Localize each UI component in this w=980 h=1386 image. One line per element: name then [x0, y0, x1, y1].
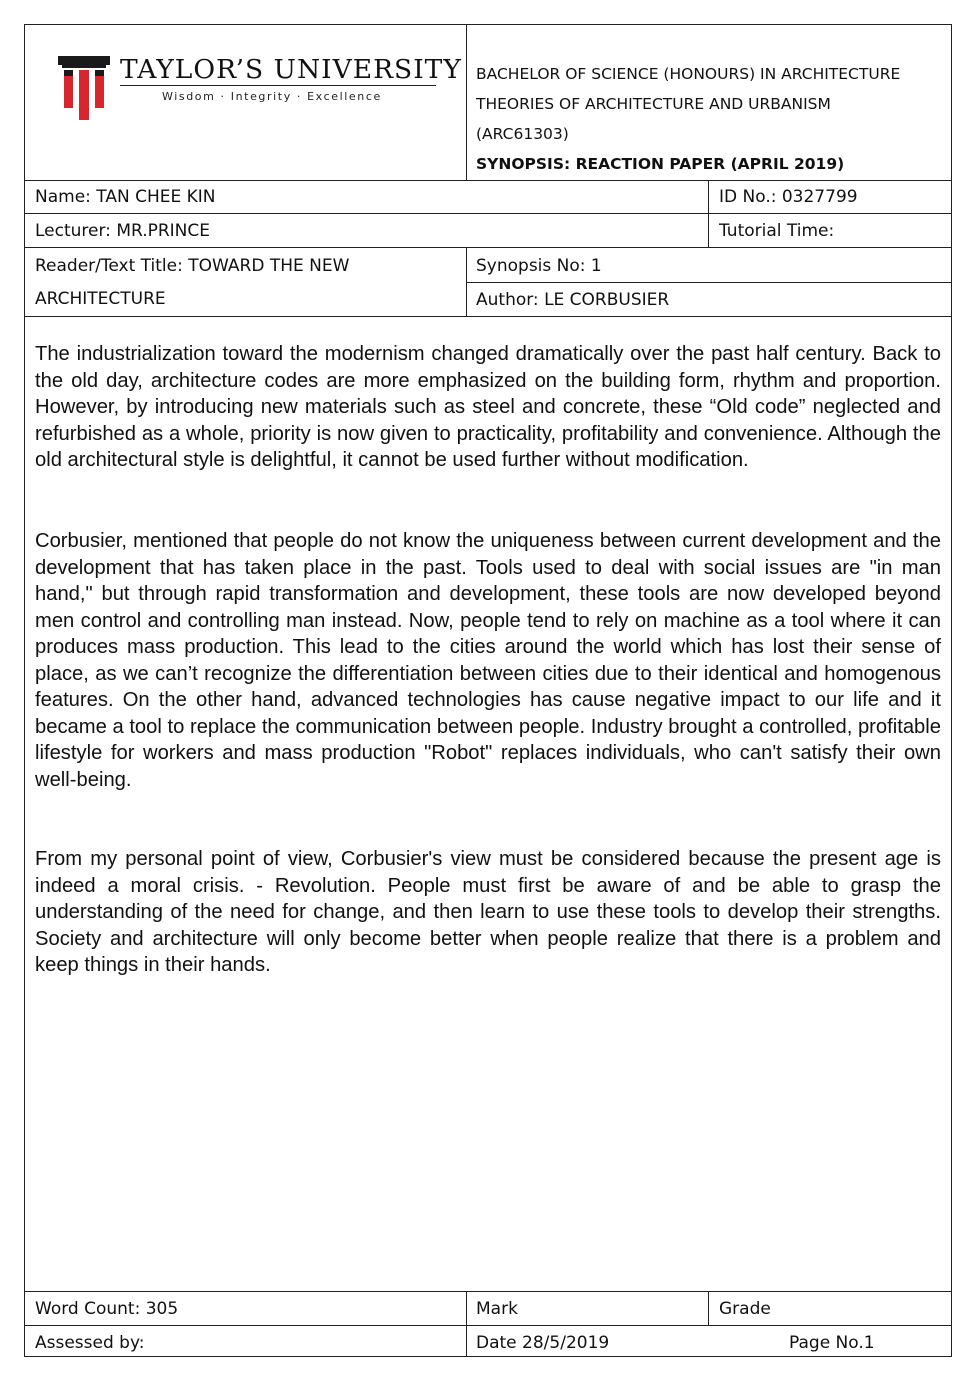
module-title: THEORIES OF ARCHITECTURE AND URBANISM [476, 95, 831, 113]
student-name: Name: TAN CHEE KIN [35, 187, 216, 207]
mark-label: Mark [476, 1299, 518, 1319]
body-paragraph: The industrialization toward the modernism changed dramatically over the past half century. Back to the old day, architecture codes are more emphasized on the building form, rhythm and proportion. However, by introducing new materials such as steel and concrete, these “Old code” neglected and refurbished as a whole, priority is now given to practicality, profitability and convenience. Although the old architectural style is delightful, it cannot be used further without modification. [35, 343, 941, 471]
date: Date 28/5/2019 [476, 1333, 610, 1353]
divider-body-top [24, 316, 952, 317]
student-id: ID No.: 0327799 [719, 187, 858, 207]
assessed-by: Assessed by: [35, 1333, 145, 1353]
divider-footer-row [24, 1325, 952, 1326]
university-crest-icon [58, 56, 110, 122]
synopsis-number: Synopsis No: 1 [476, 256, 602, 276]
divider-footer-vertical-1 [466, 1291, 467, 1357]
lecturer: Lecturer: MR.PRINCE [35, 221, 210, 241]
divider-title-vertical [466, 247, 467, 316]
divider-header-vertical [466, 24, 467, 180]
divider-body-bottom [24, 1291, 952, 1292]
text-title-line2: ARCHITECTURE [35, 289, 166, 309]
university-logo [58, 54, 462, 126]
divider-id-vertical [708, 180, 709, 247]
author: Author: LE CORBUSIER [476, 290, 670, 310]
university-name: TAYLOR’S UNIVERSITY [120, 54, 462, 85]
page-number: Page No.1 [789, 1333, 875, 1353]
text-title-line1: Reader/Text Title: TOWARD THE NEW [35, 256, 350, 276]
body-paragraph: From my personal point of view, Corbusier's view must be considered because the present age is indeed a moral crisis. - Revolution. People must first be aware of and be able to grasp the understanding of the need for change, and then learn to use these tools to develop their strengths. Society and architecture will only become better when people realize that there is a problem and keep things in their hands. [35, 848, 941, 976]
programme-title: BACHELOR OF SCIENCE (HONOURS) IN ARCHITECTURE [476, 65, 901, 83]
divider-footer-vertical-2 [708, 1291, 709, 1325]
module-code: (ARC61303) [476, 125, 569, 143]
university-tagline: Wisdom · Integrity · Excellence [162, 90, 382, 103]
divider-synopsis-author [466, 282, 952, 283]
word-count: Word Count: 305 [35, 1299, 179, 1319]
logo-rule [120, 85, 436, 86]
body-paragraph: Corbusier, mentioned that people do not know the uniqueness between current development and the development that has taken place in the past. Tools used to deal with social issues are "in man hand," but through rapid transformation and development, these tools are now developed beyond men control and controlling man instead. Now, people tend to rely on machine as a tool where it can produces mass production. This lead to the cities around the world which has lost their sense of place, as we can’t recognize the differentiation between cities due to their identical and homogenous features. On the other hand, advanced technologies has cause negative impact to our life and it became a tool to replace the communication between people. Industry brought a controlled, profitable lifestyle for workers and mass production "Robot" replaces individuals, who can't satisfy their own well-being. [35, 530, 941, 791]
grade-label: Grade [719, 1299, 771, 1319]
tutorial-time: Tutorial Time: [719, 221, 835, 241]
divider-lecturer-row [24, 247, 952, 248]
divider-name-row [24, 213, 952, 214]
assignment-title: SYNOPSIS: REACTION PAPER (APRIL 2019) [476, 155, 845, 173]
divider-header [24, 180, 952, 181]
